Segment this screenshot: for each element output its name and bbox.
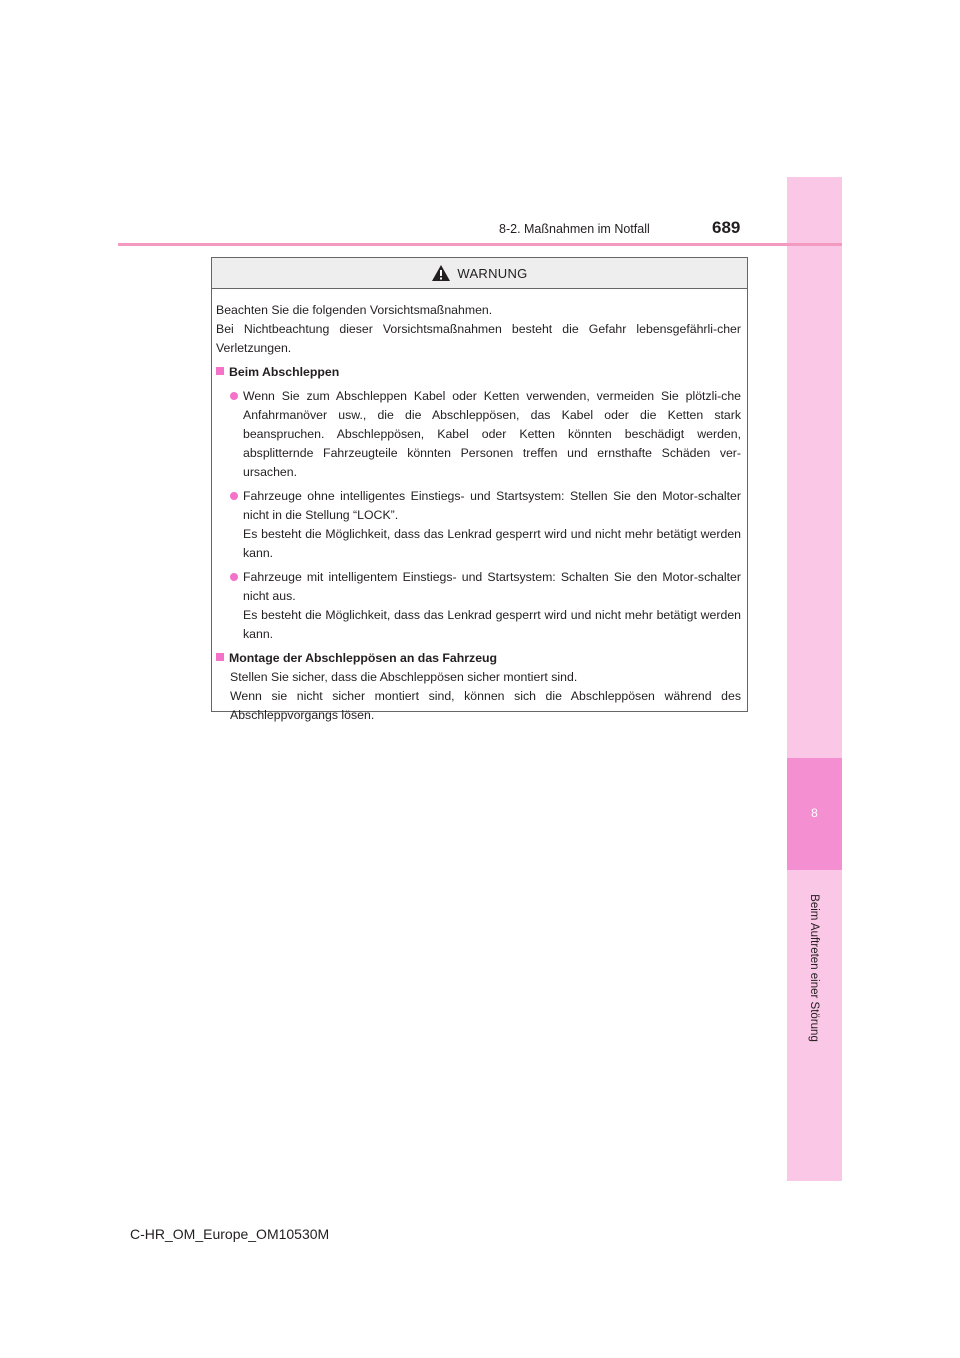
list-item — [230, 568, 741, 644]
list-item — [230, 487, 741, 563]
circle-bullet-icon — [230, 492, 238, 500]
square-bullet-icon — [216, 653, 224, 661]
section-heading — [216, 363, 741, 382]
warning-body — [212, 289, 747, 725]
section-title: 8-2. Maßnahmen im Notfall — [499, 222, 650, 236]
chapter-number: 8 — [811, 806, 818, 820]
section-text-2: Wenn sie nicht sicher montiert sind, können sich die Abschleppösen während des Abschleppvorgangs lösen. — [230, 689, 741, 722]
warning-title: WARNUNG — [457, 265, 528, 281]
section-text-1: Stellen Sie sicher, dass die Abschleppösen sicher montiert sind. — [230, 670, 578, 684]
circle-bullet-icon — [230, 392, 238, 400]
warning-intro-2: Bei Nichtbeachtung dieser Vorsichtsmaßnahmen besteht die Gefahr lebensgefährli-cher Verletzungen. — [216, 322, 741, 355]
circle-bullet-icon — [230, 573, 238, 581]
warning-triangle-icon — [431, 264, 451, 282]
section-heading — [216, 649, 741, 668]
list-item-note: Es besteht die Möglichkeit, dass das Lenkrad gesperrt wird und nicht mehr betätigt werden kann. — [243, 608, 741, 641]
chapter-title: Beim Auftreten einer Störung — [808, 894, 820, 1042]
list-item-text: Fahrzeuge mit intelligentem Einstiegs- und Startsystem: Schalten Sie den Motor-schalter nicht aus. — [243, 570, 741, 603]
list-item-text: Fahrzeuge ohne intelligentes Einstiegs- und Startsystem: Stellen Sie den Motor-schalter nicht in die Stellung “LOCK”. — [243, 489, 741, 522]
list-item — [230, 387, 741, 482]
warning-header — [212, 258, 747, 289]
section-heading-text: Montage der Abschleppösen an das Fahrzeug — [229, 651, 498, 665]
warning-intro-1: Beachten Sie die folgenden Vorsichtsmaßnahmen. — [216, 303, 493, 317]
section-heading-text: Beim Abschleppen — [229, 365, 340, 379]
chapter-block — [787, 758, 842, 870]
square-bullet-icon — [216, 367, 224, 375]
warning-box — [211, 257, 748, 722]
page-number: 689 — [712, 218, 741, 237]
list-item-note: Es besteht die Möglichkeit, dass das Lenkrad gesperrt wird und nicht mehr betätigt werden kann. — [243, 527, 741, 560]
list-item-text: Wenn Sie zum Abschleppen Kabel oder Ketten verwenden, vermeiden Sie plötzli-che Anfahrmanöver usw., die die Abschleppösen, das Kabel oder die Ketten stark beanspruchen. Abschleppösen, Kabel oder Ketten könnten beschädigt werden, absplitternde Fahrzeugteile könnten Personen treffen und ernsthafte Schäden ver-ursachen. — [243, 389, 741, 479]
document-id: C-HR_OM_Europe_OM10530M — [130, 1226, 330, 1242]
header-rule — [118, 243, 842, 246]
